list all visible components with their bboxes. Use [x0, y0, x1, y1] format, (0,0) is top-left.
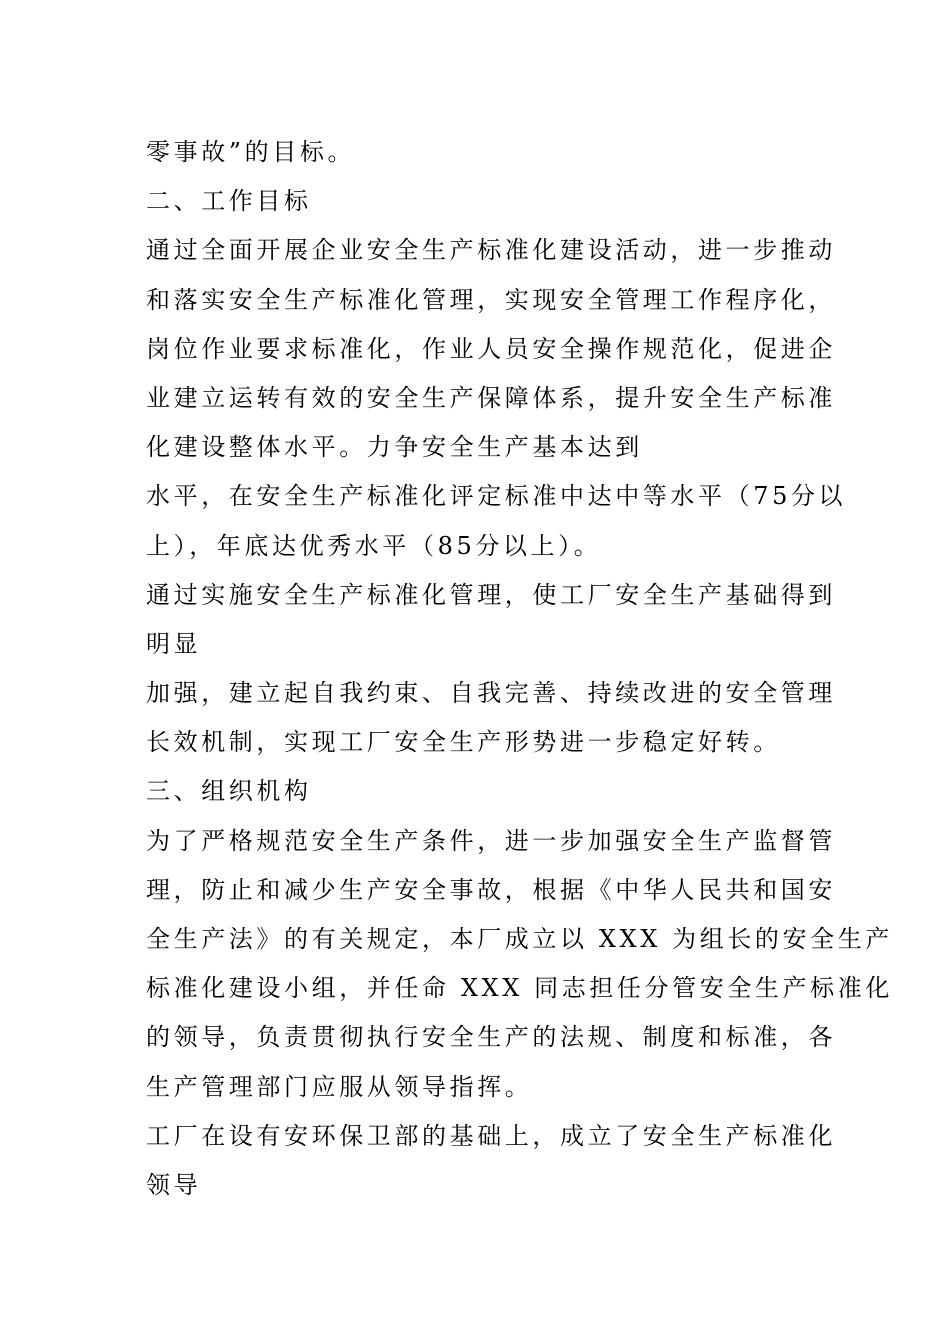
text-line: 长效机制，实现工厂安全生产形势进一步稳定好转。 — [146, 728, 781, 757]
text-line: 明显 — [146, 629, 202, 658]
text-line: 全生产法》的有关规定，本厂成立以 XXX 为组长的安全生产 — [146, 925, 893, 953]
text-line: 通过实施安全生产标准化管理，使工厂安全生产基础得到 — [146, 580, 836, 609]
section-heading: 二、工作目标 — [146, 187, 312, 216]
text-line: 工厂在设有安环保卫部的基础上，成立了安全生产标准化 — [146, 1121, 836, 1150]
document-body — [146, 128, 893, 1210]
text-line: 的领导，负责贯彻执行安全生产的法规、制度和标准，各 — [146, 1023, 836, 1052]
text-line: 零事故”的目标。 — [146, 138, 356, 166]
section-heading: 三、组织机构 — [146, 777, 312, 806]
text-line: 加强，建立起自我约束、自我完善、持续改进的安全管理 — [146, 679, 836, 708]
text-line: 岗位作业要求标准化，作业人员安全操作规范化，促进企 — [146, 334, 836, 363]
text-line: 生产管理部门应服从领导指挥。 — [146, 1072, 533, 1101]
text-line: 和落实安全生产标准化管理，实现安全管理工作程序化， — [146, 285, 836, 314]
text-line: 标准化建设小组，并任命 XXX 同志担任分管安全生产标准化 — [146, 974, 893, 1003]
text-line: 水平，在安全生产标准化评定标准中达中等水平（75分以 — [146, 482, 847, 511]
text-line: 理，防止和减少生产安全事故，根据《中华人民共和国安 — [146, 875, 836, 904]
text-line: 上），年底达优秀水平（85分以上）。 — [146, 531, 602, 560]
text-line: 化建设整体水平。力争安全生产基本达到 — [146, 433, 643, 462]
text-line: 业建立运转有效的安全生产保障体系，提升安全生产标准 — [146, 383, 836, 412]
text-line: 领导 — [146, 1170, 202, 1199]
text-line: 为了严格规范安全生产条件，进一步加强安全生产监督管 — [146, 826, 836, 855]
text-line: 通过全面开展企业安全生产标准化建设活动，进一步推动 — [146, 236, 836, 265]
